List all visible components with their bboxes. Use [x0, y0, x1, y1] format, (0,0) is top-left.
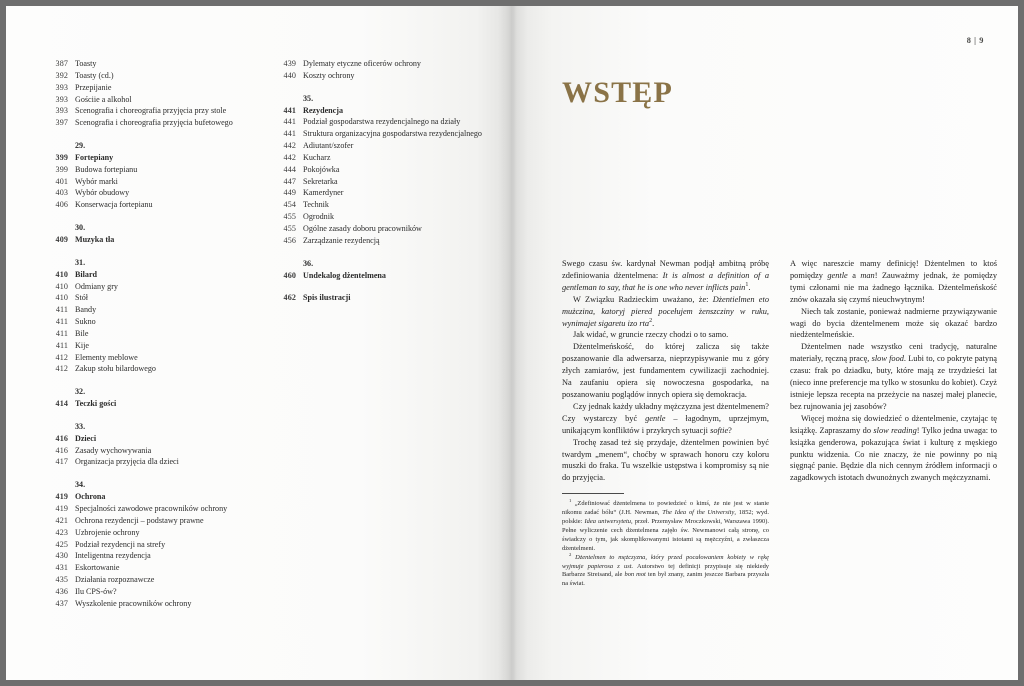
toc-entry-label: Sukno [75, 317, 96, 327]
toc-page-number: 430 [55, 551, 68, 561]
toc-page-number: 412 [55, 352, 68, 362]
toc-entry-label: Fortepiany [75, 152, 114, 162]
body-paragraph: Trochę zasad też się przydaje, dżentelmen powinien być twardym „menem“, choćby w sprawach honoru czy koloru muszki do fraka. Tu wszelkie ustępstwa i kompromisy są nie do przyjęcia. [562, 437, 769, 483]
toc-entry-label: Gościie a alkohol [75, 94, 132, 104]
toc-entry[interactable] [46, 187, 258, 199]
toc-page-number: 416 [55, 433, 68, 443]
body-paragraph: Swego czasu św. kardynał Newman podjął ambitną próbę zdefiniowania dżentelmena: It is almost a definition of a gentleman to say, that he is one who never inflicts pain$^1$. [562, 259, 769, 292]
toc-page-number: 444 [283, 164, 296, 174]
toc-page-number: 425 [55, 539, 68, 549]
toc-entry[interactable] [46, 352, 258, 364]
toc-entry[interactable] [46, 82, 258, 94]
toc-page-number: 399 [55, 152, 68, 162]
toc-entry[interactable] [274, 93, 486, 105]
toc-entry-label: Scenografia i choreografia przyjęcia przy stole [75, 106, 227, 116]
toc-page-number: 455 [283, 212, 296, 222]
toc-entry[interactable] [46, 222, 258, 234]
toc-column-left [46, 58, 258, 610]
toc-entry-label: Ogólne zasady doboru pracowników [303, 223, 422, 233]
toc-entry-label: Zasady wychowywania [75, 445, 152, 455]
toc-entry[interactable] [46, 304, 258, 316]
toc-page-number: 421 [55, 515, 68, 525]
body-text-columns [562, 258, 997, 589]
toc-entry[interactable] [46, 598, 258, 610]
toc-entry-label: Bile [75, 328, 89, 338]
toc-entry[interactable] [46, 527, 258, 539]
toc-entry-label: Bandy [75, 305, 97, 315]
toc-entry[interactable] [46, 550, 258, 562]
toc-entry-label: 29. [75, 141, 86, 151]
toc-entry-label: Adiutant/szofer [303, 141, 354, 151]
toc-entry[interactable] [274, 270, 486, 282]
toc-page-number: 431 [55, 563, 68, 573]
toc-entry-label: Stół [75, 293, 89, 303]
toc-page-number: 392 [55, 70, 68, 80]
book-spread [6, 6, 1018, 680]
toc-entry-label: Działania rozpoznawcze [75, 575, 155, 585]
folio-page-number: 8 | 9 [966, 36, 984, 45]
toc-entry[interactable] [46, 363, 258, 375]
toc-entry[interactable] [46, 316, 258, 328]
toc-entry-label: Sekretarka [303, 176, 338, 186]
body-paragraph: Dżentelmen nade wszystko ceni tradycję, naturalne materiały, ręczną pracę, slow food. Lubi to, co pokryte patyną czasu: frak po dziadku, buty, które mają ze trzydzieści lat (nieco inne preferencje ma tylko w stosunku do kobiet). Czyż istnieje lepsza recepta na przeżycie na naszej małej planecie, bez rujnowania jej zasobów? [790, 342, 997, 411]
toc-page-number: 416 [55, 445, 68, 455]
toc-entry-label: Specjalności zawodowe pracowników ochrony [75, 504, 228, 513]
toc-page-number: 387 [55, 59, 68, 68]
toc-entry[interactable] [46, 456, 258, 468]
body-paragraph: Czy jednak każdy układny mężczyzna jest dżentelmenem? Czy wystarczy być gentle – łagodnym, uprzejmym, unikającym konfliktów i przykrych sytuacji softie? [562, 401, 769, 435]
toc-entry[interactable] [46, 257, 258, 269]
toc-entry[interactable] [274, 223, 486, 235]
toc-entry[interactable] [46, 269, 258, 281]
body-paragraph: Niech tak zostanie, ponieważ nadmierne przywiązywanie wagi do bycia dżentelmenem może się okazać bardzo niedżentelmeńskie. [790, 306, 997, 340]
toc-page-number: 411 [55, 340, 68, 350]
toc-entry[interactable] [46, 164, 258, 176]
toc-page-number: 462 [283, 293, 296, 303]
toc-entry-label: Zakup stołu bilardowego [75, 364, 156, 374]
toc-page-number: 460 [283, 270, 296, 280]
toc-entry-label: Toasty (cd.) [75, 70, 114, 80]
toc-entry-label: Teczki gości [75, 399, 117, 409]
toc-entry[interactable] [46, 445, 258, 457]
toc-entry-label: Przepijanie [75, 82, 112, 92]
toc-entry[interactable] [274, 258, 486, 270]
toc-entry[interactable] [274, 211, 486, 223]
toc-entry-label: Uzbrojenie ochrony [75, 527, 140, 537]
toc-entry[interactable] [46, 562, 258, 574]
toc-entry-label: Organizacja przyjęcia dla dzieci [75, 457, 179, 467]
toc-page-number: 456 [283, 235, 296, 245]
toc-entry[interactable] [46, 234, 258, 246]
toc-entry-label: Toasty [75, 59, 97, 68]
toc-entry-label: Ochrona [75, 492, 106, 502]
toc-entry-label: Bilard [75, 269, 98, 279]
toc-entry[interactable] [274, 58, 486, 70]
body-paragraph: A więc nareszcie mamy definicję! Dżentelmen to ktoś pomiędzy gentle a man! Zauważmy jednak, że pomiędzy tymi członami nie ma żadnego łącznika. Dżentelmeńskość znów okazała się czymś nieuchwytnym! [790, 259, 997, 304]
body-paragraph: Dżentelmeńskość, do której zalicza się także poszanowanie dla adwersarza, nieprzypisywanie mu z góry złych zamiarów, jest fundamentem cywilizacji zachodniej. Na zaufaniu opiera się nowoczesna gospodarka, na poszanowaniu poglądów innych opiera się demokracja. [562, 342, 769, 399]
body-paragraph: W Związku Radzieckim uważano, że: Dżentielmen eto mużczina, katoryj piered pocełujem żenszcziny w ruku, wynimajet sigaretu izo rta$^2$. [562, 294, 769, 328]
toc-page-number: 397 [55, 118, 68, 128]
toc-page-number: 411 [55, 317, 68, 327]
toc-page-number: 447 [283, 176, 296, 186]
toc-entry[interactable] [46, 58, 258, 70]
toc-page-number: 411 [55, 328, 68, 338]
toc-entry[interactable] [46, 574, 258, 586]
toc-entry-label: 31. [75, 257, 86, 267]
toc-entry-label: Eskortowanie [75, 563, 120, 573]
toc-entry-label: Dylematy etyczne oficerów ochrony [303, 59, 421, 68]
toc-entry[interactable] [274, 176, 486, 188]
toc-entry[interactable] [46, 328, 258, 340]
toc-page-number: 411 [55, 305, 68, 315]
toc-page-number: 442 [283, 152, 296, 162]
body-paragraph: Jak widać, w gruncie rzeczy chodzi o to samo. [573, 330, 729, 340]
toc-entry-label: Konserwacja fortepianu [75, 200, 153, 210]
toc-entry[interactable] [46, 176, 258, 188]
toc-entry[interactable] [274, 140, 486, 152]
toc-page-number: 441 [283, 105, 296, 115]
toc-entry-label: Pokojówka [303, 164, 340, 174]
toc-entry[interactable] [274, 187, 486, 199]
body-column-right [790, 258, 997, 589]
toc-entry-label: Wybór marki [75, 176, 118, 186]
toc-entry-label: Zarządzanie rezydencją [303, 235, 380, 245]
toc-entry-label: Wyszkolenie pracowników ochrony [75, 598, 192, 608]
toc-entry[interactable] [46, 515, 258, 527]
toc-entry-label: Ogrodnik [303, 212, 335, 222]
toc-page-number: 410 [55, 269, 68, 279]
toc-entry-label: Inteligentna rezydencja [75, 551, 151, 561]
toc-page-number: 454 [283, 200, 296, 210]
toc-entry[interactable] [46, 539, 258, 551]
toc-entry-label: Ilu CPS-ów? [75, 586, 117, 596]
toc-entry[interactable] [46, 340, 258, 352]
toc-entry-label: Koszty ochrony [303, 70, 355, 80]
toc-entry[interactable] [46, 292, 258, 304]
toc-page-number: 399 [55, 164, 68, 174]
toc-entry-label: 36. [303, 258, 314, 268]
toc-entry-label: Odmiany gry [75, 281, 118, 291]
table-of-contents [46, 58, 486, 610]
toc-page-number: 449 [283, 188, 296, 198]
toc-entry-label: 34. [75, 480, 86, 490]
toc-entry[interactable] [46, 398, 258, 410]
toc-entry-label: Spis ilustracji [303, 293, 351, 303]
toc-entry[interactable] [46, 491, 258, 503]
toc-entry[interactable] [274, 128, 486, 140]
toc-entry[interactable] [46, 152, 258, 164]
toc-column-right [274, 58, 486, 610]
toc-entry-label: Kucharz [303, 152, 331, 162]
toc-entry-label: Undekalog dżentelmena [303, 270, 386, 280]
toc-entry[interactable] [46, 105, 258, 117]
toc-entry[interactable] [274, 235, 486, 247]
toc-entry[interactable] [46, 503, 258, 515]
toc-page-number: 417 [55, 457, 68, 467]
footnote: $^2$ Dżentelmen to mężczyzna, który przed pocałowaniem kobiety w rękę wyjmuje papierosa z ust. Autorstwo tej definicji przypisuje się niekiedy Barbarze Streisand, ale bon mot ten był znany, zanim jeszcze Barbara przyszła na świat. [562, 552, 770, 588]
toc-entry-label: Struktura organizacyjna gospodarstwa rezydencjalnego [303, 129, 482, 139]
toc-entry[interactable] [274, 152, 486, 164]
toc-entry[interactable] [46, 281, 258, 293]
page-left-toc [6, 6, 512, 680]
toc-page-number: 419 [55, 504, 68, 513]
toc-page-number: 393 [55, 82, 68, 92]
toc-entry[interactable] [46, 199, 258, 211]
toc-page-number: 455 [283, 223, 296, 233]
footnote: $^1$ „Zdefiniować dżentelmena to powiedzieć o kimś, że nie jest w stanie nikomu zadać bólu“ (J.H. Newman, The Idea of the University, 1852; wyd. polskie: Idea uniwersytetu, przeł. Przemysław Mroczkowski, Warszawa 1990). Pełne wyliczenie cech dżentelmena zajęło św. Newmanowi całą stronę, co świadczy o tym, jak skomplikowanymi istotami są mężczyźni, a zwłaszcza dżentelmeni. [562, 499, 769, 552]
toc-page-number: 406 [55, 200, 68, 210]
toc-page-number: 412 [55, 364, 68, 374]
toc-page-number: 414 [55, 399, 68, 409]
toc-entry[interactable] [46, 421, 258, 433]
toc-page-number: 441 [283, 117, 296, 127]
footnotes [562, 500, 769, 589]
toc-page-number: 423 [55, 527, 68, 537]
toc-entry[interactable] [46, 140, 258, 152]
toc-page-number: 442 [283, 141, 296, 151]
toc-entry-label: 32. [75, 387, 86, 397]
toc-entry-label: Podział gospodarstwa rezydencjalnego na działy [303, 117, 461, 127]
toc-entry-label: 33. [75, 421, 86, 431]
toc-page-number: 410 [55, 293, 68, 303]
page-right-introduction [512, 6, 1018, 680]
toc-entry-label: Kije [75, 340, 89, 350]
toc-page-number: 393 [55, 94, 68, 104]
page-title: WSTĘP [562, 76, 674, 110]
toc-page-number: 393 [55, 106, 68, 116]
toc-entry[interactable] [274, 116, 486, 128]
toc-page-number: 436 [55, 586, 68, 596]
toc-page-number: 410 [55, 281, 68, 291]
toc-page-number: 439 [283, 59, 296, 68]
toc-entry-label: Budowa fortepianu [75, 164, 138, 174]
toc-entry[interactable] [274, 199, 486, 211]
toc-entry-label: Scenografia i choreografia przyjęcia bufetowego [75, 118, 233, 128]
toc-entry[interactable] [46, 117, 258, 129]
toc-entry[interactable] [46, 433, 258, 445]
toc-page-number: 403 [55, 188, 68, 198]
toc-entry[interactable] [46, 479, 258, 491]
toc-page-number: 440 [283, 70, 296, 80]
toc-entry[interactable] [46, 586, 258, 598]
toc-entry-label: Technik [303, 200, 329, 210]
toc-entry-label: Muzyka tła [75, 234, 115, 244]
toc-entry-label: Dzieci [75, 433, 97, 443]
toc-entry-label: Wybór obudowy [75, 188, 130, 198]
toc-entry[interactable] [46, 386, 258, 398]
toc-entry[interactable] [274, 292, 486, 304]
toc-page-number: 437 [55, 598, 68, 608]
toc-entry-label: Rezydencja [303, 105, 344, 115]
toc-page-number: 409 [55, 234, 68, 244]
footnote-separator-rule [562, 493, 624, 494]
toc-entry[interactable] [274, 105, 486, 117]
toc-page-number: 441 [283, 129, 296, 139]
toc-entry[interactable] [46, 94, 258, 106]
toc-page-number: 419 [55, 492, 68, 502]
toc-entry-label: Kamerdyner [303, 188, 344, 198]
toc-entry-label: Podział rezydencji na strefy [75, 539, 166, 549]
toc-entry-label: Elementy meblowe [75, 352, 138, 362]
toc-entry-label: 30. [75, 223, 86, 233]
body-paragraph: Więcej można się dowiedzieć o dżentelmenie, czytając tę książkę. Zapraszamy do slow reading! Tylko jedna uwaga: to książka genderowa, pokazująca świat i kulturę z męskiego punktu widzenia. Co nie znaczy, że nie powinny po nią sięgnąć panie. Będzie dla nich cennym źródłem informacji o zagadkowych istotach dwunożnych zwanych mężczyznami. [790, 413, 997, 483]
toc-entry[interactable] [46, 70, 258, 82]
toc-entry[interactable] [274, 70, 486, 82]
toc-page-number: 435 [55, 575, 68, 585]
toc-entry-label: 35. [303, 93, 314, 103]
toc-page-number: 401 [55, 176, 68, 186]
body-column-left [562, 258, 769, 589]
toc-entry[interactable] [274, 164, 486, 176]
toc-entry-label: Ochrona rezydencji – podstawy prawne [75, 515, 204, 525]
